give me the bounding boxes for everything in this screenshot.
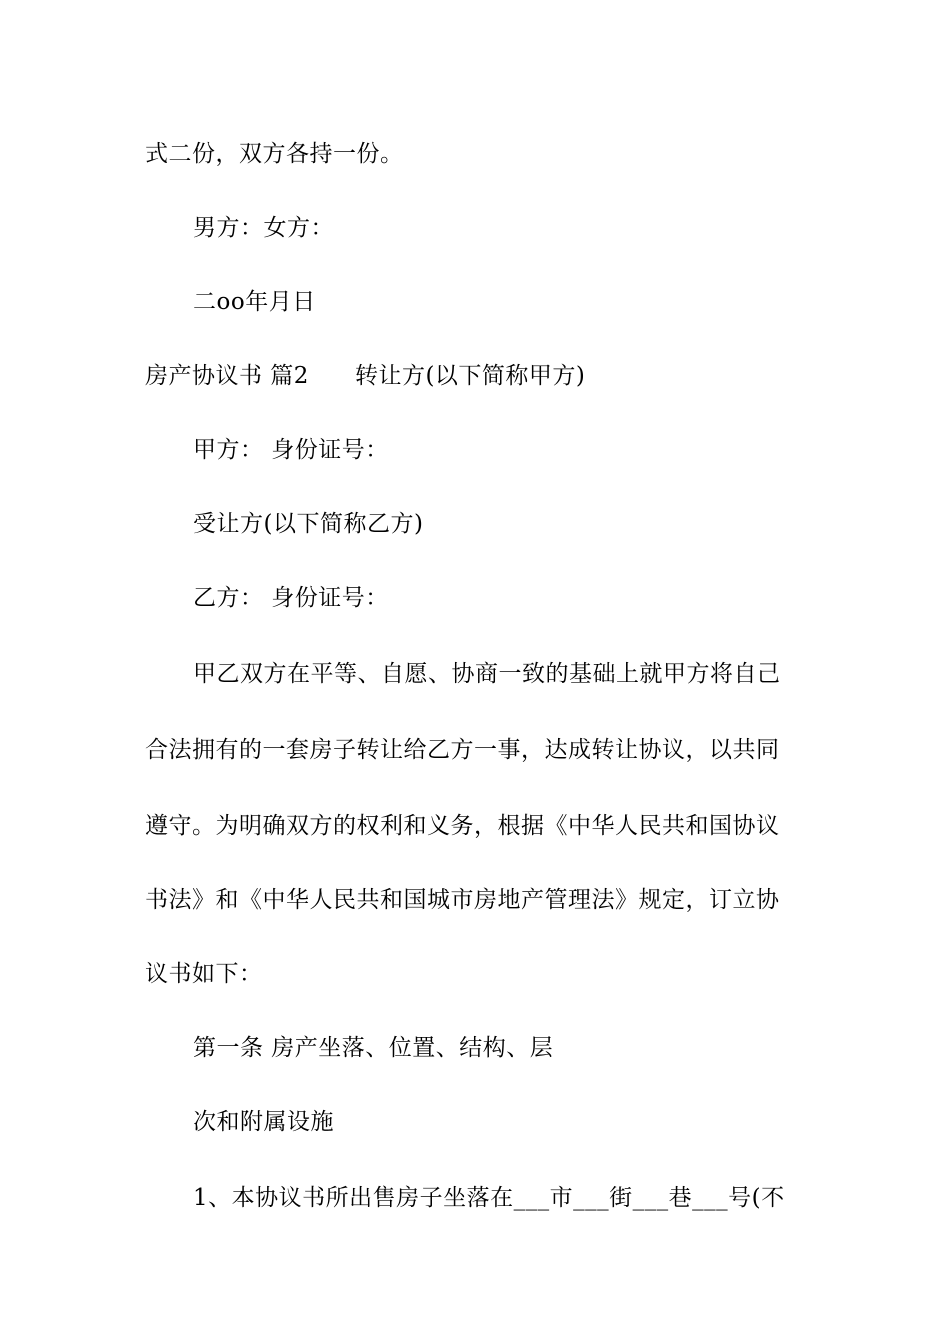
paragraph-line: 议书如下：	[145, 961, 263, 987]
section-heading: 房产协议书 篇2	[145, 363, 309, 389]
paragraph-line: 合法拥有的一套房子转让给乙方一事，达成转让协议，以共同	[145, 737, 780, 763]
date-line: 二oo年月日	[193, 289, 316, 315]
section-heading-line	[145, 361, 585, 391]
party-b-line: 乙方： 身份证号：	[193, 585, 389, 611]
clause-line: 1、本协议书所出售房子坐落在___市___街___巷___号(不	[193, 1185, 785, 1211]
article-heading: 第一条 房产坐落、位置、结构、层	[193, 1035, 554, 1061]
article-heading-continued: 次和附属设施	[193, 1109, 334, 1135]
signature-line: 男方：女方：	[193, 215, 334, 241]
paragraph-line: 式二份，双方各持一份。	[145, 141, 404, 167]
paragraph-line: 书法》和《中华人民共和国城市房地产管理法》规定，订立协	[145, 887, 780, 913]
section-subtitle: 转让方(以下简称甲方)	[354, 363, 586, 389]
transferee-line: 受让方(以下简称乙方)	[193, 511, 424, 537]
party-a-line: 甲方： 身份证号：	[193, 437, 389, 463]
paragraph-line: 遵守。为明确双方的权利和义务，根据《中华人民共和国协议	[145, 813, 780, 839]
paragraph-line: 甲乙双方在平等、自愿、协商一致的基础上就甲方将自己	[193, 661, 781, 687]
